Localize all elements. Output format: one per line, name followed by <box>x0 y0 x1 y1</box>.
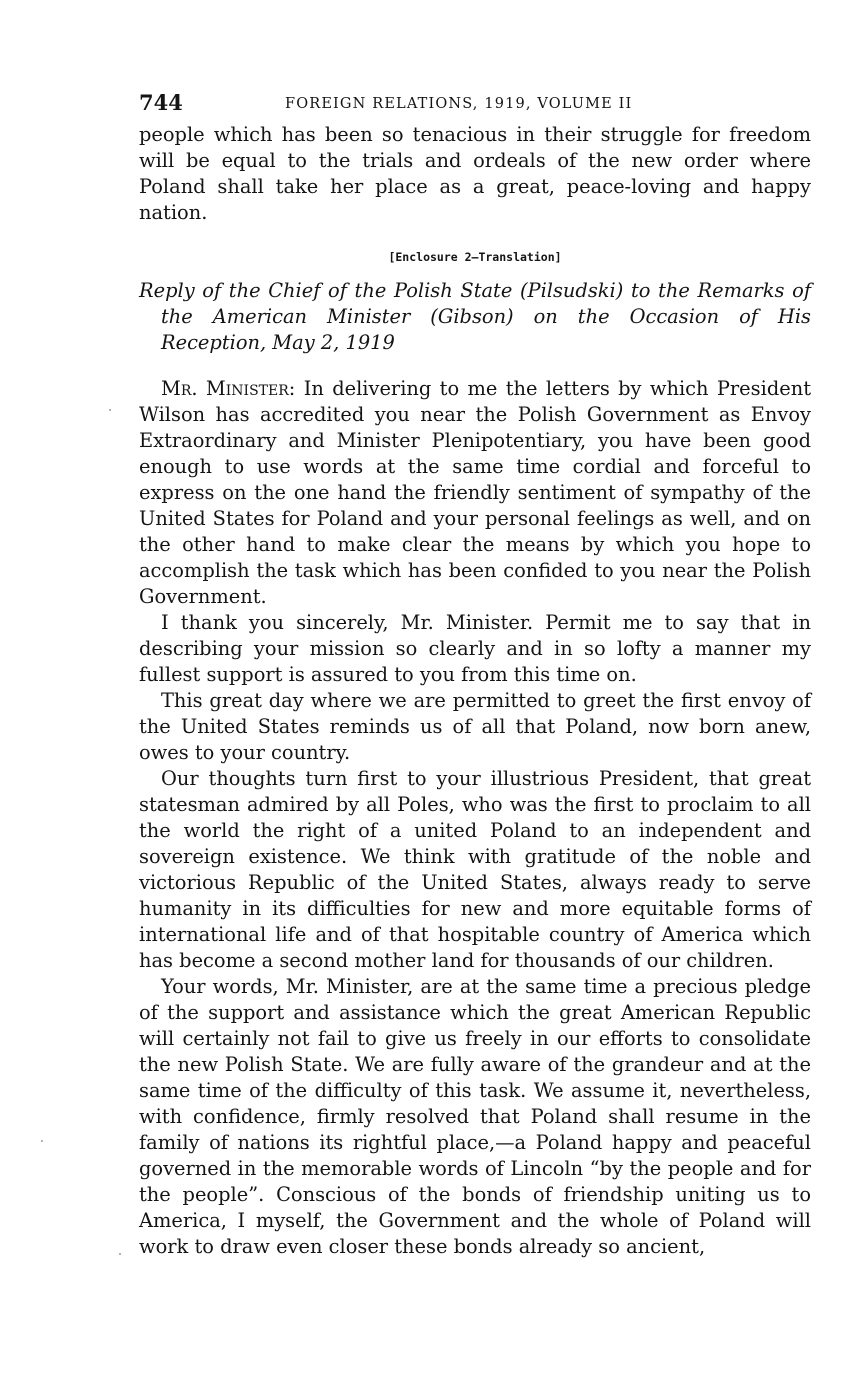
margin-speck <box>41 1140 43 1142</box>
page-content <box>139 88 811 1260</box>
paragraph-1-text: In delivering to me the letters by which President Wilson has accredited you near the Polish Government as Envoy Extraordinary and Minister Plenipotentiary, you have been good enough to use words at the same time cordial and forceful to express on the one hand the friendly sentiment of sympathy of the United States for Poland and your personal feelings as well, and on the other hand to make clear the means by which you hope to accomplish the task which has been confided to you near the Polish Government. <box>139 377 811 608</box>
running-head <box>139 88 811 122</box>
running-title: FOREIGN RELATIONS, 1919, VOLUME II <box>285 96 633 112</box>
page-number: 744 <box>139 90 183 115</box>
margin-speck <box>109 409 111 411</box>
continued-paragraph: people which has been so tenacious in their struggle for freedom will be equal to the trials and ordeals of the new order where Poland shall take her place as a great, peace-loving and happy nation. <box>139 123 811 224</box>
reply-title: Reply of the Chief of the Polish State (Pilsudski) to the Remarks of the American Minister (Gibson) on the Occasion of His Reception, May 2, 1919 <box>139 279 811 354</box>
paragraph-1 <box>139 376 811 610</box>
paragraph-4: Our thoughts turn first to your illustrious President, that great statesman admired by all Poles, who was the first to proclaim to all the world the right of a united Poland to an independent and sovereign existence. We think with gratitude of the noble and victorious Republic of the United States, always ready to serve humanity in its difficulties for new and more equitable forms of international life and of that hospitable country of America which has become a second mother land for thousands of our children. <box>139 767 811 972</box>
salutation: Mr. Minister: <box>161 377 296 400</box>
section-gap <box>139 356 811 376</box>
paragraph-3: This great day where we are permitted to greet the first envoy of the United States reminds us of all that Poland, now born anew, owes to your country. <box>139 689 811 764</box>
paragraph-5: Your words, Mr. Minister, are at the same time a precious pledge of the support and assistance which the great American Republic will certainly not fail to give us freely in our efforts to consolidate the new Polish State. We are fully aware of the grandeur and at the same time of the difficulty of this task. We assume it, nevertheless, with confidence, firmly resolved that Poland shall resume in the family of nations its rightful place,—a Poland happy and peaceful governed in the memorable words of Lincoln “by the people and for the people”. Conscious of the bonds of friendship uniting us to America, I myself, the Government and the whole of Poland will work to draw even closer these bonds already so ancient, <box>139 975 811 1258</box>
paragraph-2: I thank you sincerely, Mr. Minister. Permit me to say that in describing your mission so clearly and in so lofty a manner my fullest support is assured to you from this time on. <box>139 611 811 686</box>
enclosure-label: [Enclosure 2—Translation] <box>388 250 562 264</box>
margin-speck <box>119 1253 121 1255</box>
